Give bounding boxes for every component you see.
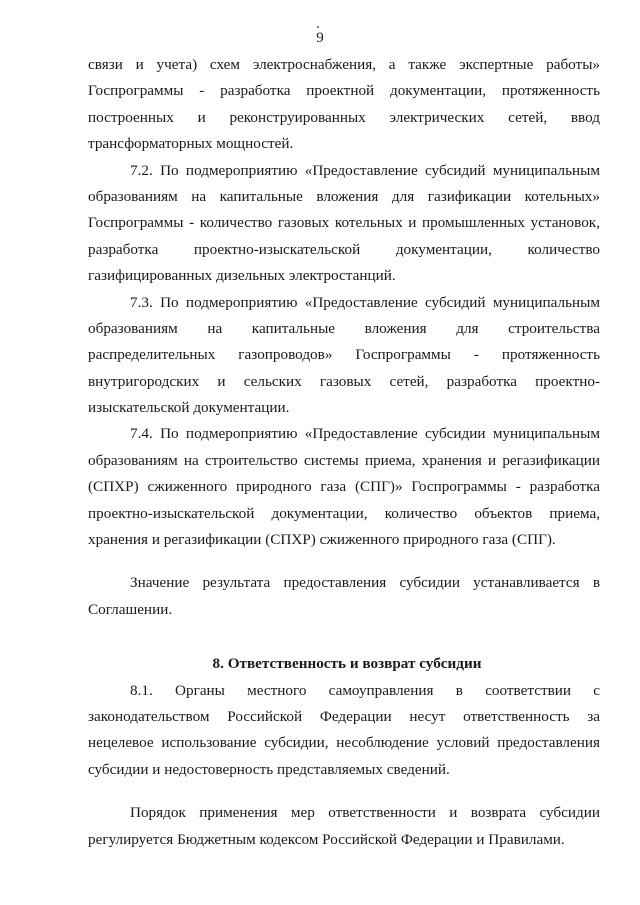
text-line: внутригородских и сельских газовых сетей, разработка проектно-	[88, 372, 600, 390]
text-line: Соглашении.	[88, 600, 173, 618]
text-line: газифицированных дизельных электростанций.	[88, 267, 396, 285]
document-body	[88, 52, 600, 853]
text-line: Госпрограммы - количество газовых котельных и промышленных установок,	[88, 214, 600, 232]
text-line: образованиям на строительство системы приема, хранения и регазификации	[88, 451, 600, 469]
paragraph-7-4	[88, 421, 600, 553]
text-line: проектно-изыскательской документации, количество объектов приема,	[88, 504, 600, 522]
text-line: 7.3. По подмероприятию «Предоставление субсидий муниципальным	[130, 293, 600, 311]
paragraph-8-1	[88, 678, 600, 784]
section-heading: 8. Ответственность и возврат субсидии	[212, 655, 482, 673]
paragraph-gap	[88, 783, 600, 800]
paragraph-7-2	[88, 158, 600, 290]
text-line: (СПХР) сжиженного природного газа (СПГ)» Госпрограммы - разработка	[88, 478, 600, 496]
section-gap	[88, 623, 600, 651]
text-line: нецелевое использование субсидии, несоблюдение условий предоставления	[88, 734, 600, 752]
paragraph-7-1-continuation	[88, 52, 600, 158]
text-line: распределительных газопроводов» Госпрограммы - протяженность	[88, 346, 600, 364]
paragraph-7-3	[88, 290, 600, 422]
text-line: 8.1. Органы местного самоуправления в соответствии с	[130, 681, 600, 699]
text-line: Госпрограммы - разработка проектной документации, протяженность	[88, 82, 600, 100]
text-line: построенных и реконструированных электрических сетей, ввод	[88, 108, 600, 126]
text-line: субсидии и недостоверность представляемых сведений.	[88, 760, 450, 778]
text-line: разработка проектно-изыскательской документации, количество	[88, 240, 600, 258]
text-line: трансформаторных мощностей.	[88, 135, 294, 153]
text-line: законодательством Российской Федерации несут ответственность за	[88, 707, 600, 725]
paragraph-gap	[88, 553, 600, 570]
text-line: регулируется Бюджетным кодексом Российской Федерации и Правилами.	[88, 830, 565, 848]
paragraph-result-value	[88, 570, 600, 623]
text-line: 7.4. По подмероприятию «Предоставление субсидии муниципальным	[130, 425, 600, 443]
text-line: Порядок применения мер ответственности и возврата субсидии	[130, 804, 600, 822]
paragraph-responsibility-procedure	[88, 800, 600, 853]
text-line: образованиям на капитальные вложения для строительства	[88, 319, 600, 337]
text-line: связи и учета) схем электроснабжения, а также экспертные работы»	[88, 56, 600, 73]
text-line: изыскательской документации.	[88, 399, 290, 417]
text-line: хранения и регазификации (СПХР) сжиженного природного газа (СПГ).	[88, 531, 556, 549]
scan-speck	[317, 26, 319, 28]
text-line: образованиям на капитальные вложения для газификации котельных»	[88, 187, 600, 205]
page-number: 9	[316, 30, 324, 46]
text-line: Значение результата предоставления субсидии устанавливается в	[130, 574, 600, 592]
text-line: 7.2. По подмероприятию «Предоставление субсидий муниципальным	[130, 161, 600, 179]
